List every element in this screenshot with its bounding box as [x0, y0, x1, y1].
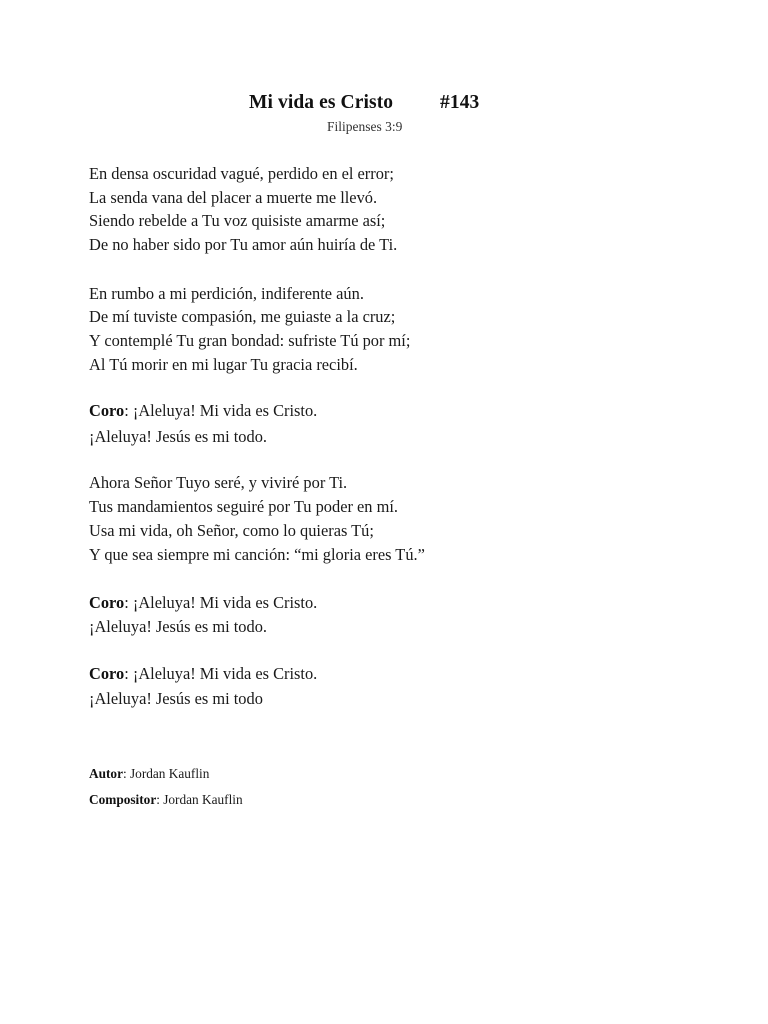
chorus-2-line-2: ¡Aleluya! Jesús es mi todo. — [89, 617, 267, 636]
composer-label: Compositor — [89, 792, 157, 807]
author-label: Autor — [89, 766, 123, 781]
chorus-1-line-1 — [89, 401, 317, 421]
chorus-3-line-2: ¡Aleluya! Jesús es mi todo — [89, 689, 263, 708]
stanza-1-line-3: Siendo rebelde a Tu voz quisiste amarme así; — [89, 211, 386, 230]
song-title: Mi vida es Cristo — [249, 92, 394, 113]
stanza-1-line-2: La senda vana del placer a muerte me llevó. — [89, 188, 378, 207]
chorus-label: Coro — [89, 664, 125, 683]
stanza-3-line-4: Y que sea siempre mi canción: “mi gloria eres Tú.” — [89, 545, 425, 564]
chorus-label: Coro — [89, 401, 125, 420]
stanza-2-line-2: De mí tuviste compasión, me guiaste a la cruz; — [89, 307, 396, 326]
stanza-2-line-4: Al Tú morir en mi lugar Tu gracia recibí. — [89, 355, 358, 374]
chorus-text: ¡Aleluya! Mi vida es Cristo. — [128, 401, 318, 420]
chorus-separator: : — [124, 593, 129, 612]
stanza-1-line-1: En densa oscuridad vagué, perdido en el error; — [89, 164, 394, 183]
hymn-number: #143 — [440, 92, 480, 113]
stanza-2-line-3: Y contemplé Tu gran bondad: sufriste Tú por mí; — [89, 331, 411, 350]
chorus-separator: : — [124, 664, 129, 683]
chorus-separator: : — [124, 401, 129, 420]
composer-name: : Jordan Kauflin — [156, 792, 243, 807]
composer-credit — [89, 792, 243, 808]
chorus-1-line-2: ¡Aleluya! Jesús es mi todo. — [89, 427, 267, 446]
stanza-3-line-3: Usa mi vida, oh Señor, como lo quieras Tú; — [89, 521, 374, 540]
title-row — [249, 92, 480, 114]
chorus-text: ¡Aleluya! Mi vida es Cristo. — [128, 664, 318, 683]
stanza-2-line-1: En rumbo a mi perdición, indiferente aún. — [89, 284, 364, 303]
author-credit — [89, 766, 209, 782]
scripture-reference: Filipenses 3:9 — [327, 119, 403, 134]
stanza-1-line-4: De no haber sido por Tu amor aún huiría de Ti. — [89, 235, 398, 254]
stanza-3-line-1: Ahora Señor Tuyo seré, y viviré por Ti. — [89, 473, 348, 492]
chorus-label: Coro — [89, 593, 125, 612]
chorus-2-line-1 — [89, 593, 317, 613]
stanza-3-line-2: Tus mandamientos seguiré por Tu poder en mí. — [89, 497, 398, 516]
chorus-text: ¡Aleluya! Mi vida es Cristo. — [128, 593, 318, 612]
chorus-3-line-1 — [89, 664, 317, 684]
author-name: : Jordan Kauflin — [122, 766, 210, 781]
